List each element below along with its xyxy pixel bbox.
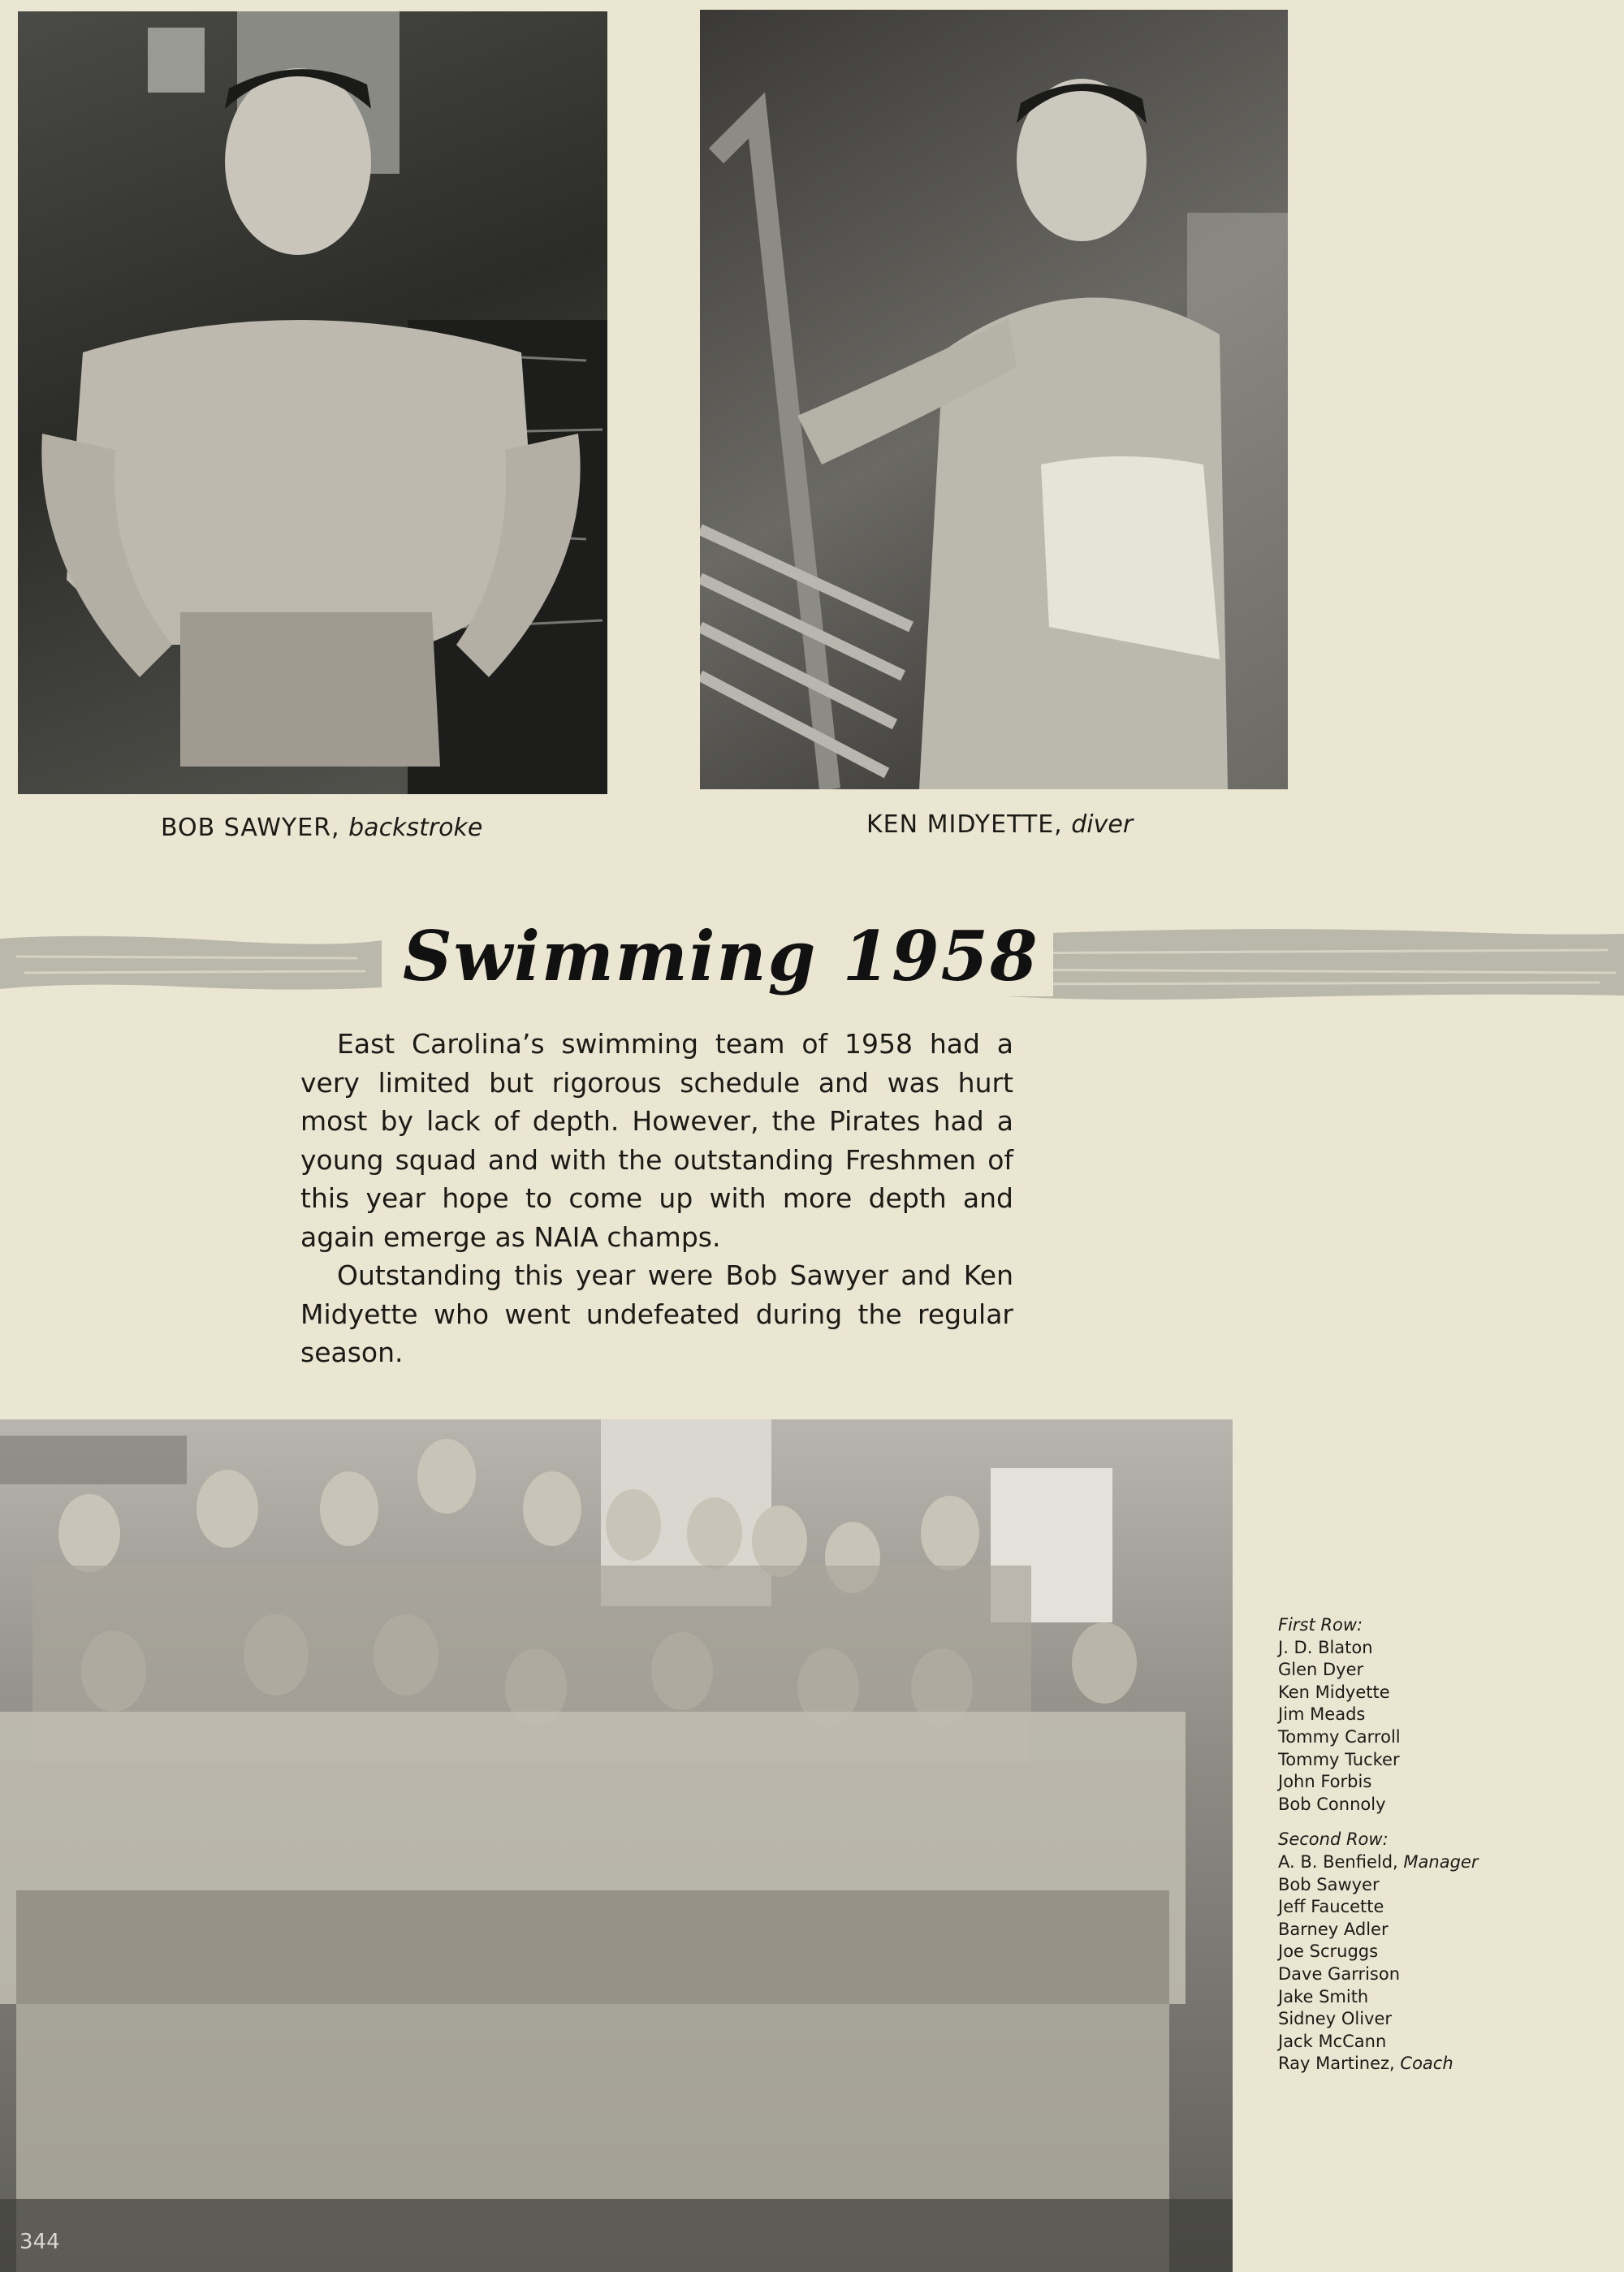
caption-midyette-name: KEN MIDYETTE,	[866, 810, 1063, 839]
roster-name: Ken Midyette	[1278, 1682, 1390, 1702]
roster-name: A. B. Benfield,	[1278, 1851, 1398, 1872]
roster-name: Jake Smith	[1278, 1986, 1369, 2006]
photo-bob-sawyer	[18, 11, 607, 794]
roster-name: Glen Dyer	[1278, 1660, 1364, 1680]
roster-name: Joe Scruggs	[1278, 1942, 1379, 1962]
roster-entry	[1278, 1986, 1619, 2009]
roster-entry	[1278, 2008, 1619, 2031]
diver-figure-illustration	[700, 10, 1288, 789]
roster-name: Jack McCann	[1278, 2031, 1387, 2051]
roster-entry	[1278, 1896, 1619, 1919]
roster-entry	[1278, 2053, 1619, 2075]
swimmer-figure-illustration	[18, 11, 607, 794]
caption-midyette-event: diver	[1071, 810, 1134, 839]
roster-name: Jeff Faucette	[1278, 1897, 1384, 1917]
roster-name: Bob Sawyer	[1278, 1874, 1380, 1894]
page-number: 344	[19, 2230, 60, 2254]
roster-first-row-label: First Row:	[1278, 1615, 1363, 1635]
roster-name: J. D. Blaton	[1278, 1637, 1373, 1657]
caption-sawyer-event: backstroke	[348, 814, 483, 842]
roster-entry	[1278, 1941, 1619, 1963]
roster-entry	[1278, 1919, 1619, 1942]
caption-sawyer-name: BOB SAWYER,	[161, 814, 340, 842]
caption-bob-sawyer	[161, 814, 482, 842]
roster-name: Jim Meads	[1278, 1704, 1366, 1725]
photo-swim-team	[0, 1419, 1233, 2272]
roster-entry	[1278, 1851, 1619, 1874]
roster-name: Bob Connoly	[1278, 1794, 1386, 1814]
roster-name: Dave Garrison	[1278, 1963, 1401, 1984]
page-title: Swimming 1958	[388, 916, 1053, 996]
team-roster	[1278, 1614, 1619, 2075]
roster-name: Ray Martinez,	[1278, 2054, 1395, 2074]
roster-entry	[1278, 1874, 1619, 1897]
roster-name: John Forbis	[1278, 1772, 1372, 1792]
roster-role: Manager	[1403, 1851, 1479, 1872]
caption-ken-midyette	[866, 810, 1133, 839]
photo-ken-midyette	[700, 10, 1288, 789]
article-paragraph-1: East Carolina’s swimming team of 1958 had a very limited but rigorous schedule and was hurt most by lack of depth. However, the Pirates had a young squad and with the outstanding Freshmen of this year hope to come up with more depth and again emerge as NAIA champs.	[300, 1028, 1013, 1253]
team-group-illustration	[0, 1419, 1233, 2272]
roster-name: Tommy Tucker	[1278, 1749, 1400, 1769]
article-paragraph-2: Outstanding this year were Bob Sawyer and Ken Midyette who went undefeated during the regular season.	[300, 1259, 1013, 1368]
roster-entry	[1278, 1963, 1619, 1986]
article-body	[300, 1025, 1013, 1372]
roster-role: Coach	[1400, 2054, 1453, 2074]
roster-name: Barney Adler	[1278, 1919, 1389, 1939]
roster-entry	[1278, 2031, 1619, 2054]
roster-name: Tommy Carroll	[1278, 1726, 1401, 1747]
roster-name: Sidney Oliver	[1278, 2009, 1393, 2029]
roster-second-row-label: Second Row:	[1278, 1829, 1389, 1850]
